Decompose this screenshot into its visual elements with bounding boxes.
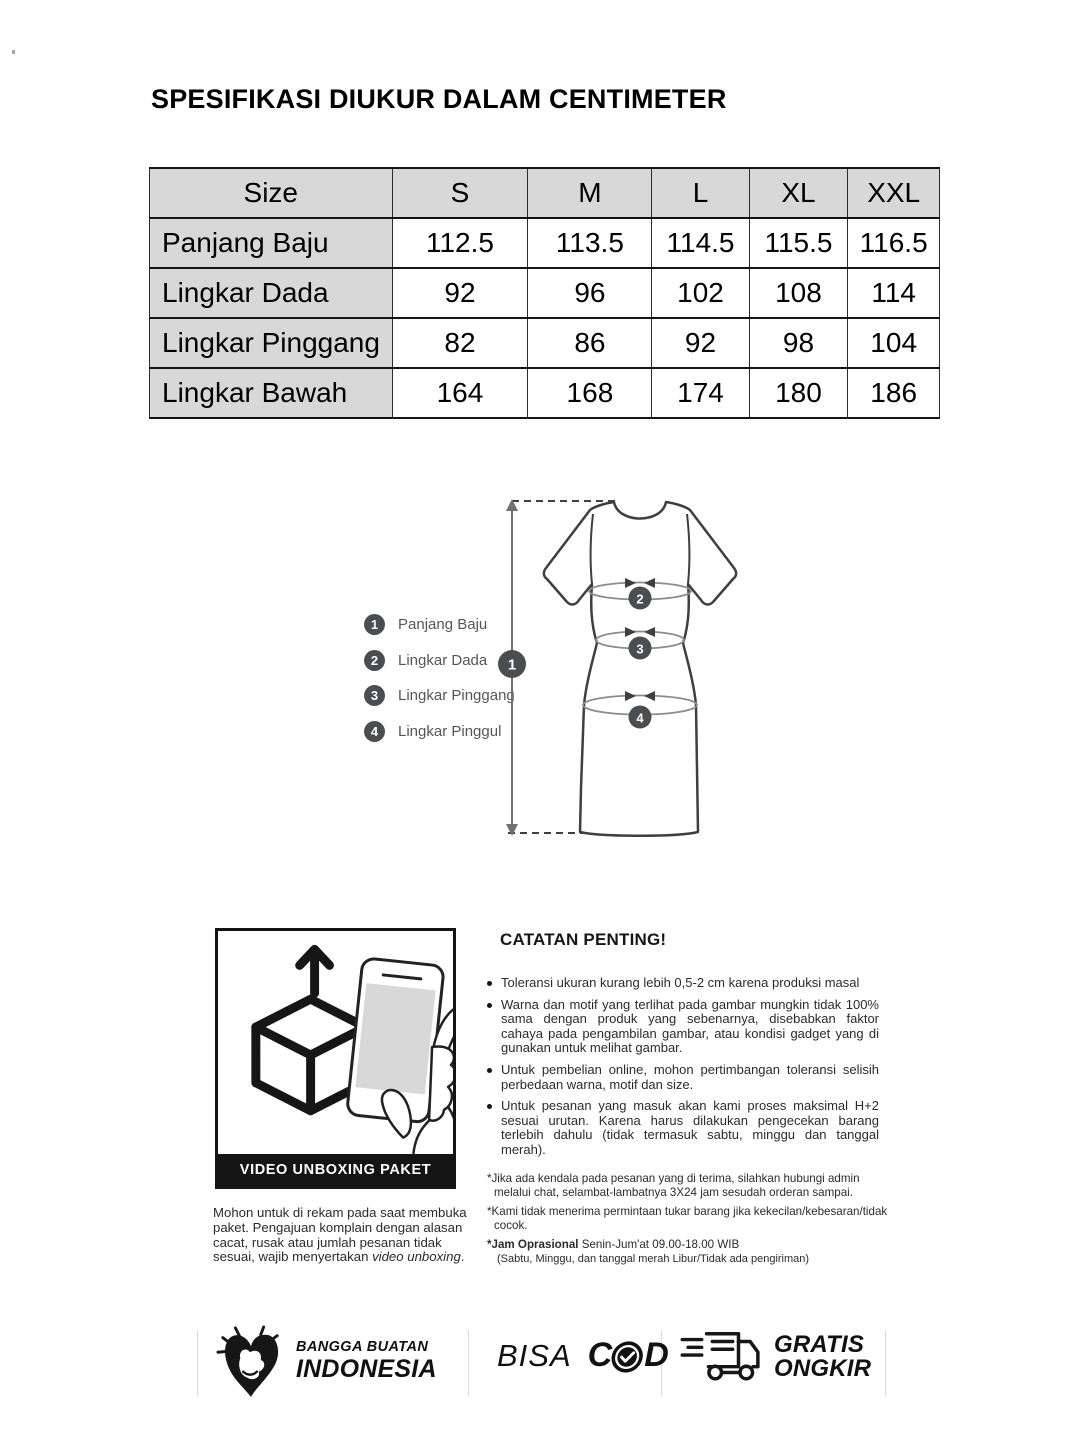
delivery-truck-icon [680, 1326, 766, 1388]
marker-1 [498, 650, 526, 678]
bullet-dot [487, 1068, 492, 1073]
cell: 164 [392, 368, 528, 418]
bullet-dot [487, 1104, 492, 1109]
legend-number-4: 4 [364, 721, 385, 742]
col-header-l: L [652, 168, 749, 218]
footer-divider [197, 1330, 198, 1396]
size-table [149, 167, 940, 419]
badge-bisa-cod [497, 1336, 669, 1375]
table-row [150, 368, 940, 418]
cell: 104 [848, 318, 940, 368]
note-bullet: Untuk pesanan yang masuk akan kami proses maksimal H+2 sesuai urutan. Karena harus dilakukan pengecekan barang terlebih dahulu (tidak termasuk sabtu, minggu dan tanggal merah). [487, 1099, 879, 1157]
svg-text:2: 2 [636, 591, 644, 607]
legend-item-lingkar-pinggul: 4 Lingkar Pinggul [364, 721, 501, 742]
legend-item-panjang-baju: 1 Panjang Baju [364, 614, 487, 635]
cell: 113.5 [528, 218, 652, 268]
cod-check-icon [611, 1340, 645, 1374]
bisa-text: BISA [497, 1337, 572, 1373]
note-bullet: Toleransi ukuran kurang lebih 0,5-2 cm karena produksi masal [487, 976, 879, 991]
legend-number-2: 2 [364, 650, 385, 671]
marker-3 [629, 637, 652, 660]
row-label: Lingkar Bawah [150, 368, 393, 418]
legend-item-lingkar-pinggang: 3 Lingkar Pinggang [364, 685, 515, 706]
badge-bangga-buatan-indonesia [216, 1322, 437, 1400]
footnote-3: *Jam Oprasional Senin-Jum'at 09.00-18.00 WIB (Sabtu, Minggu, dan tanggal merah Libur/Tidak ada pengiriman) [487, 1238, 891, 1266]
notes-heading: CATATAN PENTING! [500, 930, 667, 949]
marker-4 [629, 706, 652, 729]
important-notes [487, 930, 879, 1165]
cod-logo: C D [587, 1336, 669, 1374]
marker-2 [629, 587, 652, 610]
dress-measurement-diagram [480, 488, 800, 848]
cell: 186 [848, 368, 940, 418]
footnote-2: *Kami tidak menerima permintaan tukar barang jika kekecilan/kebesaran/tidak cocok. [487, 1205, 888, 1232]
heart-indonesia-icon [216, 1322, 286, 1400]
cell: 102 [652, 268, 749, 318]
footnote-1: *Jika ada kendala pada pesanan yang di terima, silahkan hubungi admin melalui chat, selambat-lambatnya 3X24 jam sesudah orderan sampai. [487, 1172, 860, 1199]
footer-divider [885, 1330, 886, 1396]
size-table-header-row [150, 168, 940, 218]
bullet-dot [487, 1003, 492, 1008]
legend-number-3: 3 [364, 685, 385, 706]
unboxing-illustration [218, 931, 453, 1157]
row-label: Lingkar Pinggang [150, 318, 393, 368]
footer-divider [468, 1330, 469, 1396]
legend-item-lingkar-dada: 2 Lingkar Dada [364, 650, 487, 671]
col-header-m: M [528, 168, 652, 218]
table-row [150, 218, 940, 268]
cell: 116.5 [848, 218, 940, 268]
cell: 168 [528, 368, 652, 418]
table-row [150, 268, 940, 318]
unboxing-note: Mohon untuk di rekam pada saat membuka paket. Pengajuan komplain dengan alasan cacat, rusak atau jumlah pesanan tidak sesuai, wajib menyertakan video unboxing. [213, 1205, 467, 1265]
unboxing-note-italic: video unboxing [372, 1249, 461, 1265]
cell: 82 [392, 318, 528, 368]
stray-mark [12, 50, 15, 54]
badge-gratis-ongkir [680, 1326, 871, 1388]
col-header-xl: XL [749, 168, 848, 218]
cell: 92 [652, 318, 749, 368]
note-bullet: Warna dan motif yang terlihat pada gambar mungkin tidak 100% sama dengan produk yang sebenarnya, disebabkan faktor cahaya pada pengambilan gambar, atau kondisi gadget yang di gunakan untuk melihat gambar. [487, 998, 879, 1056]
svg-text:1: 1 [507, 656, 517, 674]
table-row [150, 318, 940, 368]
cell: 98 [749, 318, 848, 368]
dress-outline [544, 502, 736, 836]
arrow-up-icon [300, 949, 330, 993]
col-header-s: S [392, 168, 528, 218]
unboxing-banner: VIDEO UNBOXING PAKET [218, 1154, 453, 1186]
badge-bangga-text: BANGGA BUATAN INDONESIA [296, 1338, 437, 1384]
cell: 114.5 [652, 218, 749, 268]
cell: 112.5 [392, 218, 528, 268]
cell: 86 [528, 318, 652, 368]
page-title: SPESIFIKASI DIUKUR DALAM CENTIMETER [151, 84, 727, 114]
svg-text:3: 3 [636, 641, 644, 657]
note-bullet: Untuk pembelian online, mohon pertimbangan toleransi selisih perbedaan warna, motif dan size. [487, 1063, 879, 1092]
footnotes [487, 1172, 891, 1271]
gratis-ongkir-text: GRATIS ONGKIR [774, 1331, 872, 1382]
col-header-size: Size [150, 168, 393, 218]
row-label: Lingkar Dada [150, 268, 393, 318]
row-label: Panjang Baju [150, 218, 393, 268]
footnote-3-line2: (Sabtu, Minggu, dan tanggal merah Libur/Tidak ada pengiriman) [497, 1253, 810, 1265]
cell: 96 [528, 268, 652, 318]
cell: 92 [392, 268, 528, 318]
col-header-xxl: XXL [848, 168, 940, 218]
cell: 114 [848, 268, 940, 318]
length-arrow-bottom [506, 824, 518, 836]
cell: 174 [652, 368, 749, 418]
video-unboxing-box [215, 928, 456, 1189]
legend-number-1: 1 [364, 614, 385, 635]
cell: 115.5 [749, 218, 848, 268]
svg-text:4: 4 [636, 710, 644, 726]
cell: 180 [749, 368, 848, 418]
bullet-dot [487, 981, 492, 986]
cell: 108 [749, 268, 848, 318]
